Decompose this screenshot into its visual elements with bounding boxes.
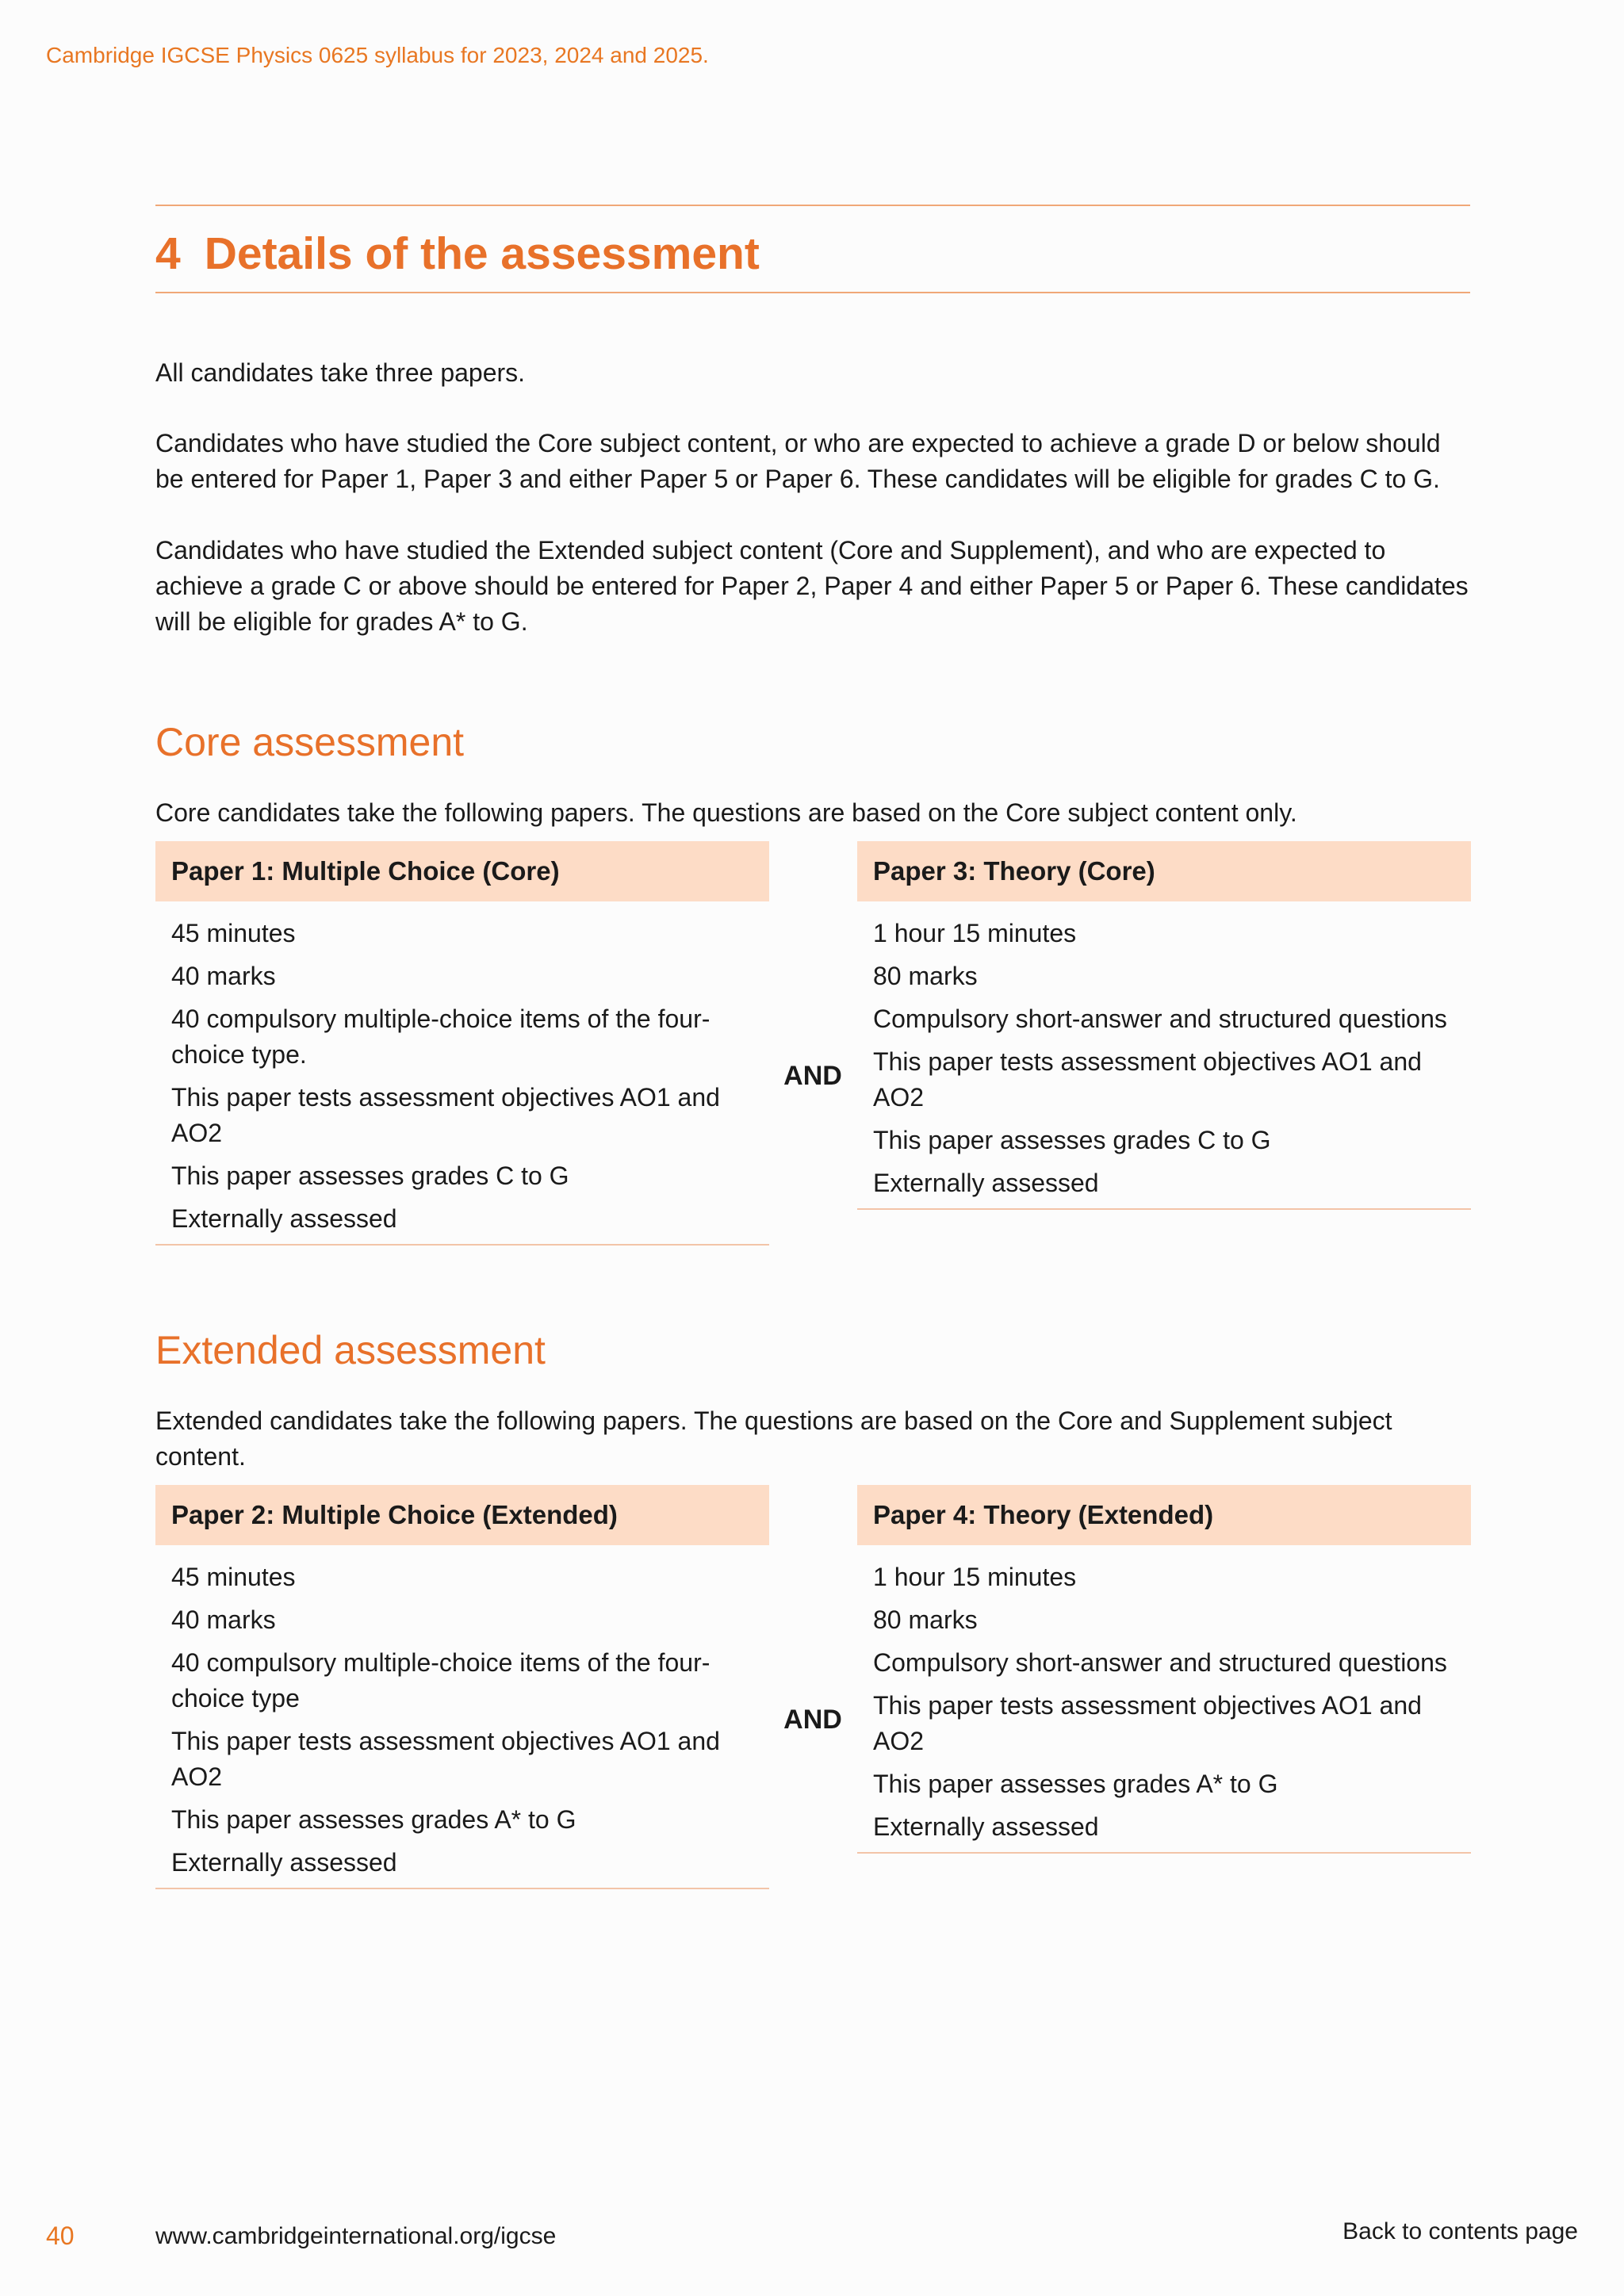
- list-item: This paper assesses grades C to G: [171, 1161, 569, 1190]
- list-item: 40 marks: [171, 962, 276, 990]
- paper-1-box: [155, 841, 769, 1246]
- paper-1-title: Paper 1: Multiple Choice (Core): [155, 841, 769, 901]
- paper-1-bottom-rule: [155, 1244, 769, 1246]
- list-item: This paper tests assessment objectives AO1 and AO2: [171, 1727, 720, 1791]
- core-assessment-heading: Core assessment: [155, 720, 465, 764]
- list-item: 1 hour 15 minutes: [873, 919, 1077, 947]
- intro-paragraph-2: Candidates who have studied the Core subject content, or who are expected to achieve a grade D or below should be entered for Paper 1, Paper 3 and either Paper 5 or Paper 6. These candidates will be eligible for grades C to G.: [155, 429, 1441, 493]
- list-item: This paper assesses grades C to G: [873, 1126, 1271, 1154]
- paper-3-details: [857, 901, 1471, 1201]
- running-header: Cambridge IGCSE Physics 0625 syllabus for 2023, 2024 and 2025.: [46, 43, 709, 67]
- paper-3-title: Paper 3: Theory (Core): [857, 841, 1471, 901]
- paper-4-bottom-rule: [857, 1852, 1471, 1854]
- core-and-connector: AND: [783, 1061, 842, 1091]
- list-item: Externally assessed: [171, 1848, 397, 1877]
- paper-3-box: [857, 841, 1471, 1210]
- list-item: Externally assessed: [873, 1169, 1099, 1197]
- intro-paragraph-3: Candidates who have studied the Extended subject content (Core and Supplement), and who are expected to achieve a grade C or above should be entered for Paper 2, Paper 4 and either Paper 5 or Paper 6. These candidates will be eligible for grades A* to G.: [155, 536, 1469, 636]
- list-item: 40 compulsory multiple-choice items of the four-choice type.: [171, 1004, 710, 1069]
- title-top-rule: [155, 205, 1470, 206]
- core-intro: Core candidates take the following papers. The questions are based on the Core subject content only.: [155, 798, 1297, 827]
- chapter-number: 4: [155, 228, 181, 279]
- paper-2-bottom-rule: [155, 1888, 769, 1889]
- extended-assessment-heading: Extended assessment: [155, 1328, 546, 1372]
- paper-4-details: [857, 1545, 1471, 1845]
- paper-2-details: [155, 1545, 769, 1881]
- extended-and-connector: AND: [783, 1705, 842, 1735]
- footer-url-link[interactable]: www.cambridgeinternational.org/igcse: [155, 2223, 557, 2249]
- list-item: 45 minutes: [171, 919, 296, 947]
- chapter-title: [155, 222, 760, 285]
- list-item: 1 hour 15 minutes: [873, 1563, 1077, 1591]
- page-number: 40: [46, 2221, 75, 2250]
- back-to-contents-link[interactable]: Back to contents page: [1342, 2218, 1578, 2244]
- paper-2-box: [155, 1485, 769, 1889]
- paper-2-title: Paper 2: Multiple Choice (Extended): [155, 1485, 769, 1545]
- list-item: Compulsory short-answer and structured questions: [873, 1648, 1447, 1677]
- chapter-title-text: Details of the assessment: [204, 228, 760, 279]
- list-item: This paper tests assessment objectives AO1 and AO2: [873, 1691, 1422, 1755]
- title-bottom-rule: [155, 292, 1470, 293]
- paper-3-bottom-rule: [857, 1208, 1471, 1210]
- list-item: 40 compulsory multiple-choice items of the four-choice type: [171, 1648, 710, 1712]
- list-item: Compulsory short-answer and structured questions: [873, 1004, 1447, 1033]
- list-item: This paper tests assessment objectives AO1 and AO2: [171, 1083, 720, 1147]
- list-item: This paper assesses grades A* to G: [873, 1770, 1278, 1798]
- paper-1-details: [155, 901, 769, 1237]
- list-item: 45 minutes: [171, 1563, 296, 1591]
- list-item: 40 marks: [171, 1605, 276, 1634]
- paper-4-title: Paper 4: Theory (Extended): [857, 1485, 1471, 1545]
- list-item: This paper tests assessment objectives AO1 and AO2: [873, 1047, 1422, 1112]
- list-item: 80 marks: [873, 962, 978, 990]
- list-item: This paper assesses grades A* to G: [171, 1805, 576, 1834]
- list-item: Externally assessed: [171, 1204, 397, 1233]
- paper-4-box: [857, 1485, 1471, 1854]
- extended-intro: Extended candidates take the following papers. The questions are based on the Core and Supplement subject content.: [155, 1406, 1392, 1471]
- list-item: Externally assessed: [873, 1812, 1099, 1841]
- list-item: 80 marks: [873, 1605, 978, 1634]
- intro-paragraph-1: All candidates take three papers.: [155, 358, 526, 387]
